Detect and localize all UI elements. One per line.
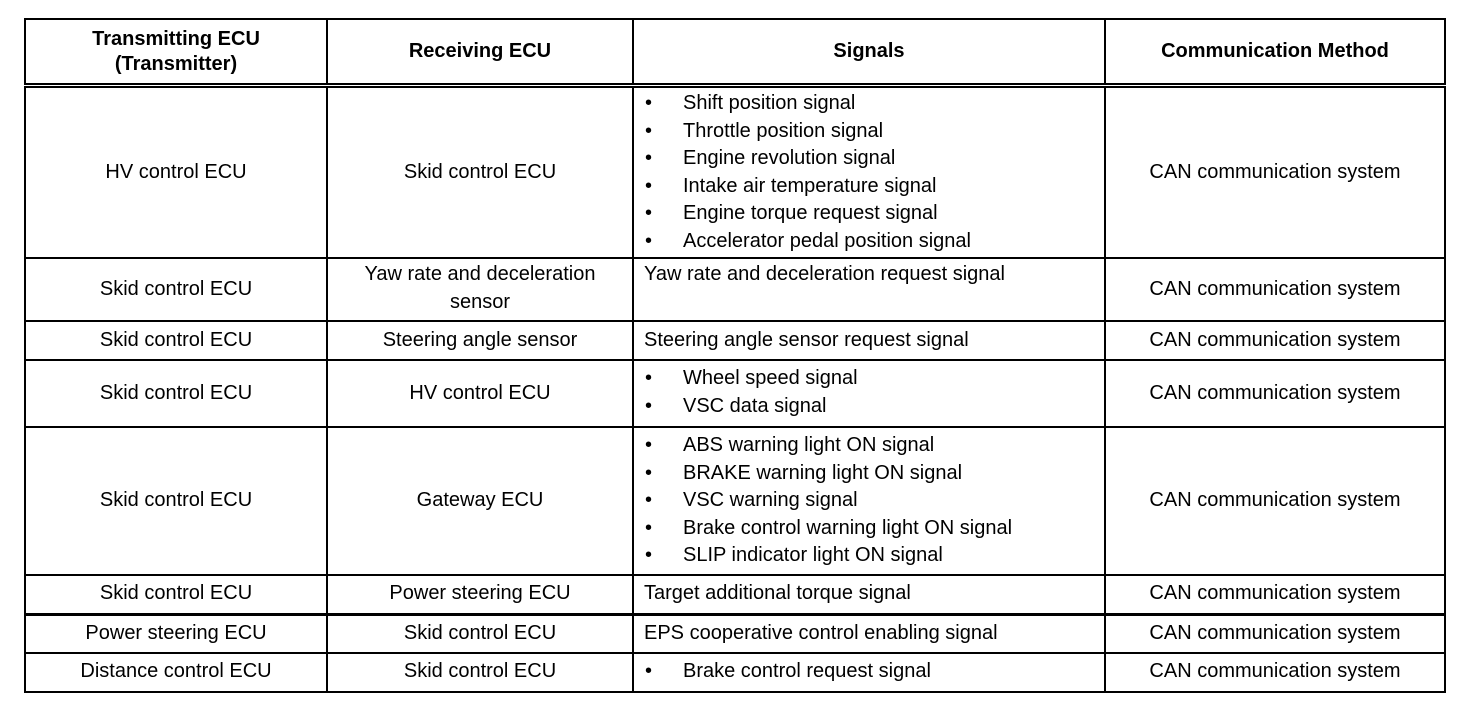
transmitter-cell: Distance control ECU <box>25 653 327 692</box>
header-transmitting-ecu <box>25 19 327 86</box>
table-row <box>25 653 1445 692</box>
header-signals-label: Signals <box>833 40 905 62</box>
signal-list <box>644 432 1104 570</box>
signal-item: • BRAKE warning light ON signal <box>644 460 1104 488</box>
method-cell: CAN communication system <box>1105 321 1445 360</box>
table-row <box>25 614 1445 653</box>
table-row <box>25 86 1445 259</box>
transmitter-cell: Skid control ECU <box>25 360 327 427</box>
receiver-cell: Skid control ECU <box>327 614 633 653</box>
method-cell: CAN communication system <box>1105 575 1445 615</box>
signal-item: • ABS warning light ON signal <box>644 432 1104 460</box>
table-row <box>25 575 1445 615</box>
signal-item: • Engine torque request signal <box>644 200 1104 228</box>
signals-cell <box>633 86 1105 259</box>
header-receiving-ecu <box>327 19 633 86</box>
signal-item: • Brake control request signal <box>644 658 1104 686</box>
signal-list <box>644 90 1104 255</box>
method-cell: CAN communication system <box>1105 427 1445 575</box>
signal-item: • Brake control warning light ON signal <box>644 515 1104 543</box>
signals-cell: Steering angle sensor request signal <box>633 321 1105 360</box>
method-cell: CAN communication system <box>1105 86 1445 259</box>
signals-cell: EPS cooperative control enabling signal <box>633 614 1105 653</box>
signals-cell <box>633 427 1105 575</box>
transmitter-cell: HV control ECU <box>25 86 327 259</box>
method-cell: CAN communication system <box>1105 258 1445 321</box>
signals-cell <box>633 653 1105 692</box>
transmitter-cell: Skid control ECU <box>25 321 327 360</box>
signal-item: • VSC data signal <box>644 393 1104 421</box>
signal-item: • Throttle position signal <box>644 118 1104 146</box>
table-row <box>25 427 1445 575</box>
header-communication-method <box>1105 19 1445 86</box>
signal-item: • SLIP indicator light ON signal <box>644 542 1104 570</box>
signal-item: • Accelerator pedal position signal <box>644 228 1104 256</box>
receiver-cell: Steering angle sensor <box>327 321 633 360</box>
transmitter-cell: Power steering ECU <box>25 614 327 653</box>
receiver-cell: Gateway ECU <box>327 427 633 575</box>
signal-item: • Engine revolution signal <box>644 145 1104 173</box>
transmitter-cell: Skid control ECU <box>25 575 327 615</box>
signal-list <box>644 365 1104 420</box>
receiver-cell: HV control ECU <box>327 360 633 427</box>
signal-item: • Shift position signal <box>644 90 1104 118</box>
signals-cell <box>633 360 1105 427</box>
ecu-communication-table <box>24 18 1446 693</box>
method-cell: CAN communication system <box>1105 614 1445 653</box>
header-row <box>25 19 1445 86</box>
receiver-cell: Skid control ECU <box>327 653 633 692</box>
method-cell: CAN communication system <box>1105 360 1445 427</box>
signal-list <box>644 658 1104 686</box>
method-cell: CAN communication system <box>1105 653 1445 692</box>
header-signals <box>633 19 1105 86</box>
header-communication-method-label: Communication Method <box>1161 40 1389 62</box>
table-row <box>25 258 1445 321</box>
signals-cell: Yaw rate and deceleration request signal <box>633 258 1105 321</box>
transmitter-cell: Skid control ECU <box>25 258 327 321</box>
header-receiving-ecu-label: Receiving ECU <box>408 40 552 62</box>
receiver-cell: Power steering ECU <box>327 575 633 615</box>
signal-item: • VSC warning signal <box>644 487 1104 515</box>
signal-item: • Wheel speed signal <box>644 365 1104 393</box>
receiver-cell: Yaw rate and deceleration sensor <box>327 258 633 321</box>
table-row <box>25 360 1445 427</box>
signals-cell: Target additional torque signal <box>633 575 1105 615</box>
signal-item: • Intake air temperature signal <box>644 173 1104 201</box>
table-row <box>25 321 1445 360</box>
header-transmitting-ecu-label: Transmitting ECU (Transmitter) <box>92 27 260 75</box>
transmitter-cell: Skid control ECU <box>25 427 327 575</box>
receiver-cell: Skid control ECU <box>327 86 633 259</box>
